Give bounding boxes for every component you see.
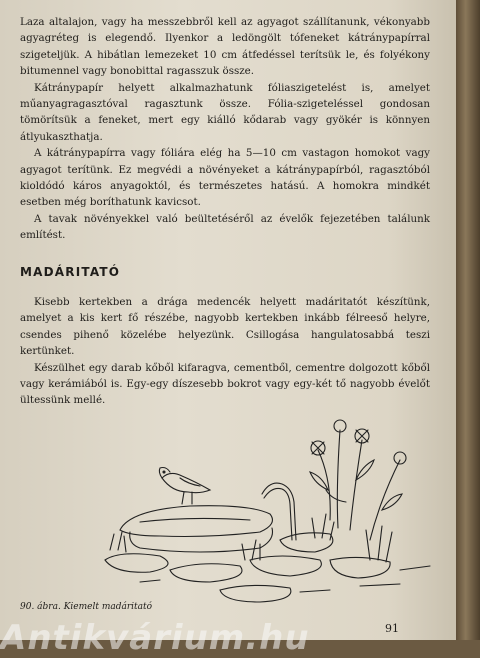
body-text-bottom bbox=[20, 294, 430, 409]
paragraph: A kátránypapírra vagy fóliára elég ha 5—10 cm vastagon homokot vagy agyagot terítünk. Ez megvédi a növényeket a kátránypapírból, ragasztóból kioldódó káros anyagoktól, és természetes hatású. A homokra mindkét esetben még boríthatunk kavicsot. bbox=[20, 147, 430, 209]
figure-caption: 90. ábra. Kiemelt madáritató bbox=[20, 602, 153, 612]
watermark: Antikvárium.hu bbox=[0, 618, 310, 658]
paragraph: Készülhet egy darab kőből kifaragva, cementből, cementre dolgozott kőből vagy kerámiából is. Egy-egy díszesebb bokrot vagy egy-két tő nagyobb évelőt ültessünk mellé. bbox=[20, 361, 430, 407]
bird-bath-illustration bbox=[100, 410, 450, 610]
section-heading: MADÁRITATÓ bbox=[20, 265, 121, 279]
paragraph: Kisebb kertekben a drága medencék helyett madáritatót készítünk, amelyet a kis kert fő részébe, nagyobb kertekben inkább félreeső helyre, csendes pihenő közelébe helyezünk. Csillogása hangulatosabbá teszi kertünket. bbox=[20, 296, 430, 358]
paragraph: A tavak növényekkel való beültetéséről az évelők fejezetében találunk említést. bbox=[20, 212, 430, 242]
paragraph: Laza altalajon, vagy ha messzebbről kell az agyagot szállítanunk, vékonyabb agyagréteg is elegendő. Ilyenkor a ledöngölt tófeneket kátránypapírral szigeteljük. A hibátlan lemezeket 10 cm átfedéssel terítsük le, és folyékony bitumennel vagy bonobittal ragasszuk össze. bbox=[20, 16, 430, 78]
page-number: 91 bbox=[385, 622, 399, 635]
paragraph: Kátránypapír helyett alkalmazhatunk fóliaszigetelést is, amelyet műanyagragasztóval ragasztunk össze. Fólia-szigeteléssel gondosan tömörítsük a feneket, mert egy kiálló kődarab vagy gyökér is könnyen átlyukaszthatja. bbox=[20, 81, 430, 143]
body-text-top bbox=[20, 14, 430, 244]
book-spine-edge bbox=[456, 0, 480, 640]
